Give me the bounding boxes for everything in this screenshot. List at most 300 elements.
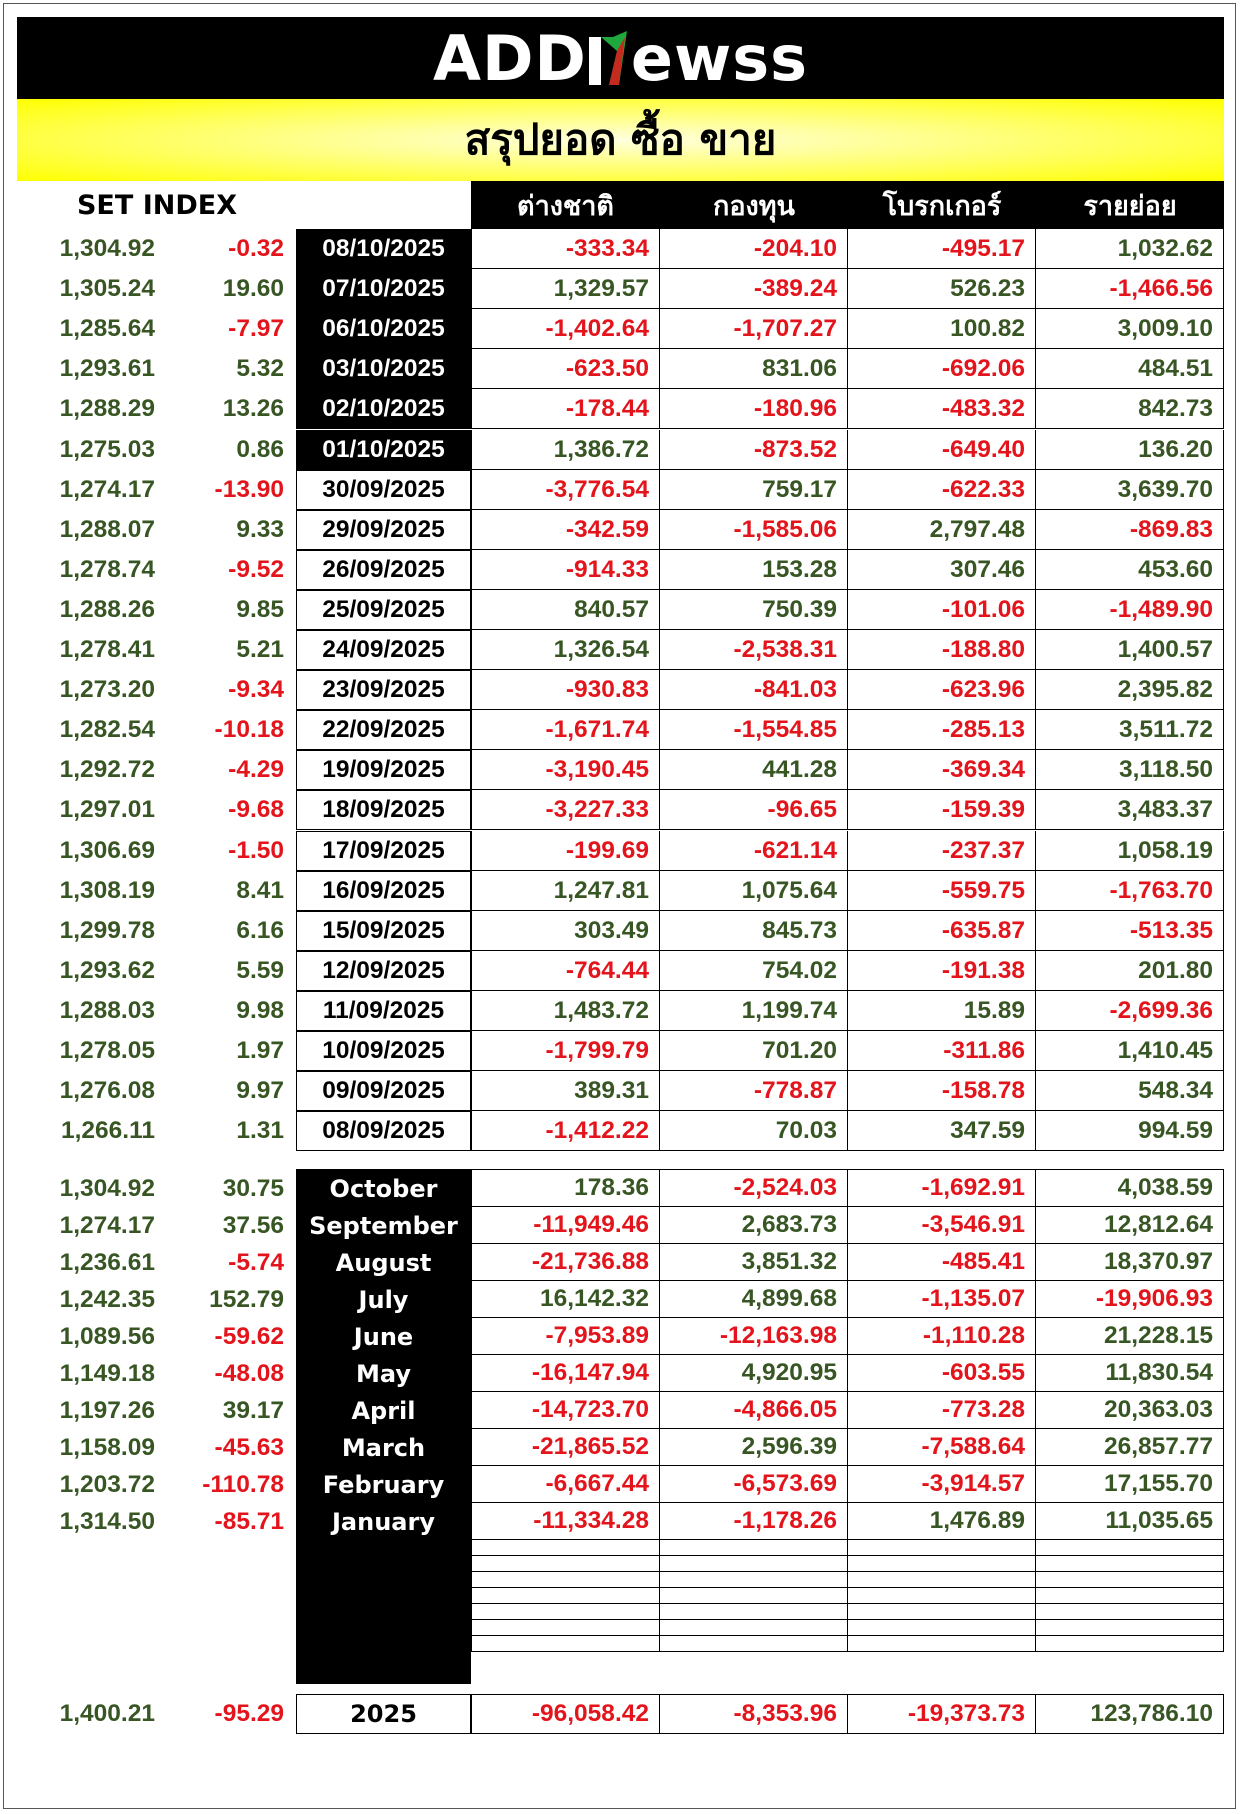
header-broker: โบรกเกอร์: [882, 190, 1002, 222]
empty-row: [471, 1556, 1224, 1572]
daily-row: [0, 510, 1241, 550]
set-index-value: 1,278.41: [59, 636, 155, 663]
month-label: February: [322, 1470, 445, 1499]
empty-cell: [471, 1620, 660, 1636]
empty-cell: [660, 1604, 848, 1620]
date-label: 08/09/2025: [296, 1111, 471, 1151]
empty-cell: [660, 1556, 848, 1572]
set-index-change: -110.78: [202, 1470, 284, 1498]
retail-value: 11,830.54: [1036, 1355, 1224, 1392]
set-index-value: 1,282.54: [59, 716, 155, 743]
fund-value: -621.14: [660, 831, 848, 871]
broker-value: -603.55: [848, 1355, 1036, 1392]
date-label: 08/10/2025: [296, 229, 471, 269]
broker-value: -191.38: [848, 951, 1036, 991]
foreign-value: -1,799.79: [471, 1031, 660, 1071]
monthly-row: [0, 1244, 1241, 1281]
foreign-value: -14,723.70: [471, 1392, 660, 1429]
retail-value: -19,906.93: [1036, 1281, 1224, 1318]
empty-cell: [471, 1556, 660, 1572]
empty-cell: [1036, 1588, 1224, 1604]
broker-value: -1,110.28: [848, 1318, 1036, 1355]
foreign-value: 1,326.54: [471, 630, 660, 670]
fund-value: -2,538.31: [660, 630, 848, 670]
broker-value: 15.89: [848, 991, 1036, 1031]
total-row: [0, 1694, 1241, 1734]
retail-value: 484.51: [1036, 349, 1224, 389]
set-index-value: 1,276.08: [59, 1077, 155, 1104]
set-index-change: -9.68: [228, 796, 284, 823]
logo-n-icon: [587, 23, 631, 93]
set-index-change: 5.21: [236, 636, 284, 663]
fund-value: 2,683.73: [660, 1207, 848, 1244]
foreign-value: 1,483.72: [471, 991, 660, 1031]
set-index-value: 1,266.11: [60, 1117, 155, 1144]
foreign-value: 1,329.57: [471, 269, 660, 309]
empty-cell: [660, 1620, 848, 1636]
broker-value: -649.40: [848, 430, 1036, 470]
daily-row: [0, 750, 1241, 790]
retail-value: 201.80: [1036, 951, 1224, 991]
fund-value: -8,353.96: [660, 1694, 848, 1734]
date-label: 17/09/2025: [296, 831, 471, 871]
empty-cell: [660, 1636, 848, 1652]
set-index-change: 0.86: [236, 436, 284, 463]
set-index-value: 1,314.50: [59, 1507, 155, 1535]
set-index-value: 1,305.24: [59, 275, 155, 302]
retail-value: 3,009.10: [1036, 309, 1224, 349]
empty-cell: [1036, 1556, 1224, 1572]
fund-value: 70.03: [660, 1111, 848, 1151]
daily-row: [0, 951, 1241, 991]
empty-cell: [1036, 1620, 1224, 1636]
broker-value: -159.39: [848, 790, 1036, 830]
retail-value: -1,466.56: [1036, 269, 1224, 309]
foreign-value: -21,865.52: [471, 1429, 660, 1466]
empty-cell: [1036, 1540, 1224, 1556]
empty-cell: [471, 1636, 660, 1652]
set-index-change: -10.18: [214, 716, 284, 743]
monthly-row: [0, 1207, 1241, 1244]
broker-value: -237.37: [848, 831, 1036, 871]
fund-value: -96.65: [660, 790, 848, 830]
month-label: April: [351, 1396, 416, 1425]
fund-value: -180.96: [660, 389, 848, 429]
set-index-change: 30.75: [222, 1174, 284, 1202]
empty-cell: [848, 1636, 1036, 1652]
set-index-value: 1,149.18: [59, 1359, 155, 1387]
broker-value: -311.86: [848, 1031, 1036, 1071]
set-index-change: 9.85: [236, 596, 284, 623]
set-index-change: 8.41: [236, 877, 284, 904]
daily-row: [0, 1031, 1241, 1071]
retail-value: 3,511.72: [1036, 710, 1224, 750]
date-label: 10/09/2025: [296, 1031, 471, 1071]
fund-value: 1,075.64: [660, 871, 848, 911]
set-index-value: 1,288.03: [59, 997, 155, 1024]
foreign-value: 389.31: [471, 1071, 660, 1111]
foreign-value: -7,953.89: [471, 1318, 660, 1355]
retail-value: -513.35: [1036, 911, 1224, 951]
broker-value: -495.17: [848, 229, 1036, 269]
set-index-value: 1,293.62: [59, 957, 155, 984]
broker-value: -158.78: [848, 1071, 1036, 1111]
broker-value: -101.06: [848, 590, 1036, 630]
set-index-value: 1,197.26: [59, 1396, 155, 1424]
date-label: 24/09/2025: [296, 630, 471, 670]
broker-value: -692.06: [848, 349, 1036, 389]
logo-text-right: ewss: [630, 21, 809, 95]
year-label: 2025: [296, 1694, 471, 1734]
date-label: 30/09/2025: [296, 470, 471, 510]
fund-value: 831.06: [660, 349, 848, 389]
broker-value: -7,588.64: [848, 1429, 1036, 1466]
date-label: 18/09/2025: [296, 790, 471, 830]
set-index-value: 1,293.61: [59, 355, 155, 382]
fund-value: -1,554.85: [660, 710, 848, 750]
broker-value: -3,546.91: [848, 1207, 1036, 1244]
set-index-change: -85.71: [214, 1507, 284, 1535]
monthly-row: [0, 1466, 1241, 1503]
empty-cell: [471, 1604, 660, 1620]
foreign-value: -6,667.44: [471, 1466, 660, 1503]
empty-row: [471, 1636, 1224, 1652]
set-index-value: 1,274.17: [59, 476, 155, 503]
set-index-change: -95.29: [214, 1700, 284, 1727]
set-index-change: -0.32: [228, 235, 284, 262]
date-label: 07/10/2025: [296, 269, 471, 309]
date-label: 12/09/2025: [296, 951, 471, 991]
month-label: June: [353, 1322, 414, 1351]
broker-value: -623.96: [848, 670, 1036, 710]
monthly-row: [0, 1355, 1241, 1392]
daily-row: [0, 1071, 1241, 1111]
set-index-change: -9.52: [228, 556, 284, 583]
month-label: January: [332, 1507, 435, 1536]
fund-value: 3,851.32: [660, 1244, 848, 1281]
set-index-change: -1.50: [228, 837, 284, 864]
daily-row: [0, 1111, 1241, 1151]
retail-value: 21,228.15: [1036, 1318, 1224, 1355]
retail-value: 4,038.59: [1036, 1170, 1224, 1207]
retail-value: 1,400.57: [1036, 630, 1224, 670]
retail-value: -869.83: [1036, 510, 1224, 550]
retail-value: 123,786.10: [1036, 1694, 1224, 1734]
set-index-value: 1,299.78: [59, 917, 155, 944]
monthly-row: [0, 1503, 1241, 1540]
broker-value: -773.28: [848, 1392, 1036, 1429]
set-index-value: 1,273.20: [59, 676, 155, 703]
date-label: 09/09/2025: [296, 1071, 471, 1111]
month-label: May: [356, 1359, 411, 1388]
broker-value: 347.59: [848, 1111, 1036, 1151]
brand-banner: [17, 17, 1224, 99]
fund-value: -12,163.98: [660, 1318, 848, 1355]
daily-row: [0, 790, 1241, 830]
daily-row: [0, 550, 1241, 590]
broker-value: -622.33: [848, 470, 1036, 510]
set-index-value: 1,089.56: [59, 1322, 155, 1350]
empty-cell: [471, 1588, 660, 1604]
foreign-value: -1,412.22: [471, 1111, 660, 1151]
date-label: 16/09/2025: [296, 871, 471, 911]
daily-row: [0, 309, 1241, 349]
retail-value: 136.20: [1036, 430, 1224, 470]
set-index-change: 5.59: [236, 957, 284, 984]
fund-value: 153.28: [660, 550, 848, 590]
set-index-value: 1,304.92: [59, 1174, 155, 1202]
broker-value: 2,797.48: [848, 510, 1036, 550]
set-index-value: 1,242.35: [59, 1285, 155, 1313]
foreign-value: 1,247.81: [471, 871, 660, 911]
empty-cell: [848, 1572, 1036, 1588]
set-index-change: 6.16: [236, 917, 284, 944]
fund-value: 701.20: [660, 1031, 848, 1071]
fund-value: 4,899.68: [660, 1281, 848, 1318]
set-index-change: -59.62: [214, 1322, 284, 1350]
set-index-value: 1,292.72: [59, 756, 155, 783]
fund-value: -778.87: [660, 1071, 848, 1111]
set-index-change: -5.74: [228, 1248, 284, 1276]
fund-value: 750.39: [660, 590, 848, 630]
set-index-change: 5.32: [236, 355, 284, 382]
date-label: 01/10/2025: [296, 430, 471, 470]
set-index-value: 1,236.61: [59, 1248, 155, 1276]
date-label: 22/09/2025: [296, 710, 471, 750]
foreign-value: -199.69: [471, 831, 660, 871]
daily-row: [0, 911, 1241, 951]
retail-value: 26,857.77: [1036, 1429, 1224, 1466]
fund-value: 754.02: [660, 951, 848, 991]
broker-value: -1,135.07: [848, 1281, 1036, 1318]
set-index-change: -13.90: [214, 476, 284, 503]
foreign-value: -3,190.45: [471, 750, 660, 790]
set-index-value: 1,288.26: [59, 596, 155, 623]
foreign-value: -1,402.64: [471, 309, 660, 349]
set-index-change: 9.98: [236, 997, 284, 1024]
fund-value: -6,573.69: [660, 1466, 848, 1503]
foreign-value: 178.36: [471, 1170, 660, 1207]
foreign-value: -333.34: [471, 229, 660, 269]
empty-row: [471, 1572, 1224, 1588]
foreign-value: -21,736.88: [471, 1244, 660, 1281]
broker-value: -559.75: [848, 871, 1036, 911]
month-label: July: [358, 1285, 409, 1314]
retail-value: 2,395.82: [1036, 670, 1224, 710]
fund-value: -873.52: [660, 430, 848, 470]
empty-cell: [1036, 1604, 1224, 1620]
broker-value: 526.23: [848, 269, 1036, 309]
daily-row: [0, 470, 1241, 510]
empty-cell: [848, 1556, 1036, 1572]
empty-cell: [1036, 1572, 1224, 1588]
daily-row: [0, 630, 1241, 670]
date-label: 03/10/2025: [296, 349, 471, 389]
date-label: 25/09/2025: [296, 590, 471, 630]
daily-row: [0, 269, 1241, 309]
date-label: 15/09/2025: [296, 911, 471, 951]
fund-value: -1,707.27: [660, 309, 848, 349]
set-index-change: 152.79: [209, 1285, 284, 1313]
retail-value: -2,699.36: [1036, 991, 1224, 1031]
set-index-value: 1,306.69: [59, 837, 155, 864]
set-index-header: SET INDEX: [76, 189, 238, 221]
set-index-value: 1,308.19: [59, 877, 155, 904]
broker-value: -188.80: [848, 630, 1036, 670]
set-index-change: 13.26: [222, 395, 284, 422]
set-index-value: 1,304.92: [59, 235, 155, 262]
monthly-row: [0, 1318, 1241, 1355]
fund-value: -204.10: [660, 229, 848, 269]
retail-value: 1,032.62: [1036, 229, 1224, 269]
logo-text-left: ADD: [432, 21, 587, 95]
set-index-change: 37.56: [222, 1211, 284, 1239]
empty-cell: [660, 1572, 848, 1588]
set-index-value: 1,278.05: [59, 1037, 155, 1064]
foreign-value: -623.50: [471, 349, 660, 389]
month-label: August: [335, 1248, 432, 1277]
set-index-value: 1,285.64: [59, 315, 155, 342]
monthly-row: [0, 1281, 1241, 1318]
header-foreign: ต่างชาติ: [517, 190, 614, 222]
foreign-value: -3,776.54: [471, 470, 660, 510]
empty-row: [471, 1540, 1224, 1556]
month-label: March: [341, 1433, 426, 1462]
empty-cell: [471, 1540, 660, 1556]
foreign-value: -11,334.28: [471, 1503, 660, 1540]
set-index-value: 1,203.72: [59, 1470, 155, 1498]
retail-value: 18,370.97: [1036, 1244, 1224, 1281]
broker-value: 307.46: [848, 550, 1036, 590]
retail-value: 1,410.45: [1036, 1031, 1224, 1071]
foreign-value: 1,386.72: [471, 430, 660, 470]
header-retail: รายย่อย: [1083, 190, 1177, 222]
retail-value: 3,639.70: [1036, 470, 1224, 510]
foreign-value: -178.44: [471, 389, 660, 429]
set-index-value: 1,158.09: [59, 1433, 155, 1461]
empty-row: [471, 1588, 1224, 1604]
set-index-value: 1,274.17: [59, 1211, 155, 1239]
broker-value: -369.34: [848, 750, 1036, 790]
set-index-value: 1,278.74: [59, 556, 155, 583]
set-index-value: 1,275.03: [59, 436, 155, 463]
broker-value: 100.82: [848, 309, 1036, 349]
daily-row: [0, 590, 1241, 630]
empty-cell: [1036, 1636, 1224, 1652]
set-index-change: 39.17: [222, 1396, 284, 1424]
fund-value: -841.03: [660, 670, 848, 710]
set-index-change: -45.63: [214, 1433, 284, 1461]
broker-value: -3,914.57: [848, 1466, 1036, 1503]
column-headers: [471, 181, 1224, 229]
retail-value: -1,763.70: [1036, 871, 1224, 911]
foreign-value: 840.57: [471, 590, 660, 630]
daily-row: [0, 871, 1241, 911]
empty-cell: [660, 1540, 848, 1556]
fund-value: 441.28: [660, 750, 848, 790]
daily-row: [0, 229, 1241, 269]
month-label: October: [329, 1174, 438, 1203]
empty-cell: [848, 1588, 1036, 1604]
set-index-change: 9.33: [236, 516, 284, 543]
daily-row: [0, 430, 1241, 470]
retail-value: 453.60: [1036, 550, 1224, 590]
retail-value: 842.73: [1036, 389, 1224, 429]
daily-row: [0, 670, 1241, 710]
empty-cell: [848, 1540, 1036, 1556]
empty-cell: [848, 1620, 1036, 1636]
set-index-change: 1.31: [236, 1117, 284, 1144]
monthly-row: [0, 1392, 1241, 1429]
fund-value: -1,585.06: [660, 510, 848, 550]
date-label: 23/09/2025: [296, 670, 471, 710]
empty-cell: [660, 1588, 848, 1604]
date-label: 29/09/2025: [296, 510, 471, 550]
empty-row: [471, 1604, 1224, 1620]
set-index-change: -9.34: [228, 676, 284, 703]
foreign-value: -342.59: [471, 510, 660, 550]
retail-value: 1,058.19: [1036, 831, 1224, 871]
set-index-change: -4.29: [228, 756, 284, 783]
retail-value: -1,489.90: [1036, 590, 1224, 630]
foreign-value: 16,142.32: [471, 1281, 660, 1318]
date-label: 26/09/2025: [296, 550, 471, 590]
retail-value: 12,812.64: [1036, 1207, 1224, 1244]
foreign-value: -764.44: [471, 951, 660, 991]
retail-value: 3,483.37: [1036, 790, 1224, 830]
addnewss-logo: [433, 22, 808, 95]
set-index-value: 1,288.07: [59, 516, 155, 543]
daily-row: [0, 991, 1241, 1031]
fund-value: -2,524.03: [660, 1170, 848, 1207]
foreign-value: -96,058.42: [471, 1694, 660, 1734]
broker-value: -285.13: [848, 710, 1036, 750]
set-index-change: 19.60: [222, 275, 284, 302]
broker-value: -19,373.73: [848, 1694, 1036, 1734]
header-fund: กองทุน: [712, 190, 795, 222]
foreign-value: 303.49: [471, 911, 660, 951]
foreign-value: -914.33: [471, 550, 660, 590]
daily-row: [0, 349, 1241, 389]
foreign-value: -16,147.94: [471, 1355, 660, 1392]
month-label: September: [309, 1211, 458, 1240]
set-index-value: 1,400.21: [59, 1700, 155, 1727]
broker-value: -485.41: [848, 1244, 1036, 1281]
retail-value: 994.59: [1036, 1111, 1224, 1151]
foreign-value: -11,949.46: [471, 1207, 660, 1244]
fund-value: 759.17: [660, 470, 848, 510]
fund-value: 1,199.74: [660, 991, 848, 1031]
retail-value: 548.34: [1036, 1071, 1224, 1111]
set-index-change: 1.97: [236, 1037, 284, 1064]
date-label: 06/10/2025: [296, 309, 471, 349]
daily-row: [0, 389, 1241, 429]
broker-value: 1,476.89: [848, 1503, 1036, 1540]
fund-value: 845.73: [660, 911, 848, 951]
set-index-change: -7.97: [228, 315, 284, 342]
date-label: 19/09/2025: [296, 750, 471, 790]
retail-value: 3,118.50: [1036, 750, 1224, 790]
fund-value: 4,920.95: [660, 1355, 848, 1392]
fund-value: -389.24: [660, 269, 848, 309]
retail-value: 17,155.70: [1036, 1466, 1224, 1503]
fund-value: -4,866.05: [660, 1392, 848, 1429]
broker-value: -483.32: [848, 389, 1036, 429]
retail-value: 20,363.03: [1036, 1392, 1224, 1429]
set-index-change: -48.08: [214, 1359, 284, 1387]
set-index-value: 1,288.29: [59, 395, 155, 422]
date-label: 02/10/2025: [296, 389, 471, 429]
